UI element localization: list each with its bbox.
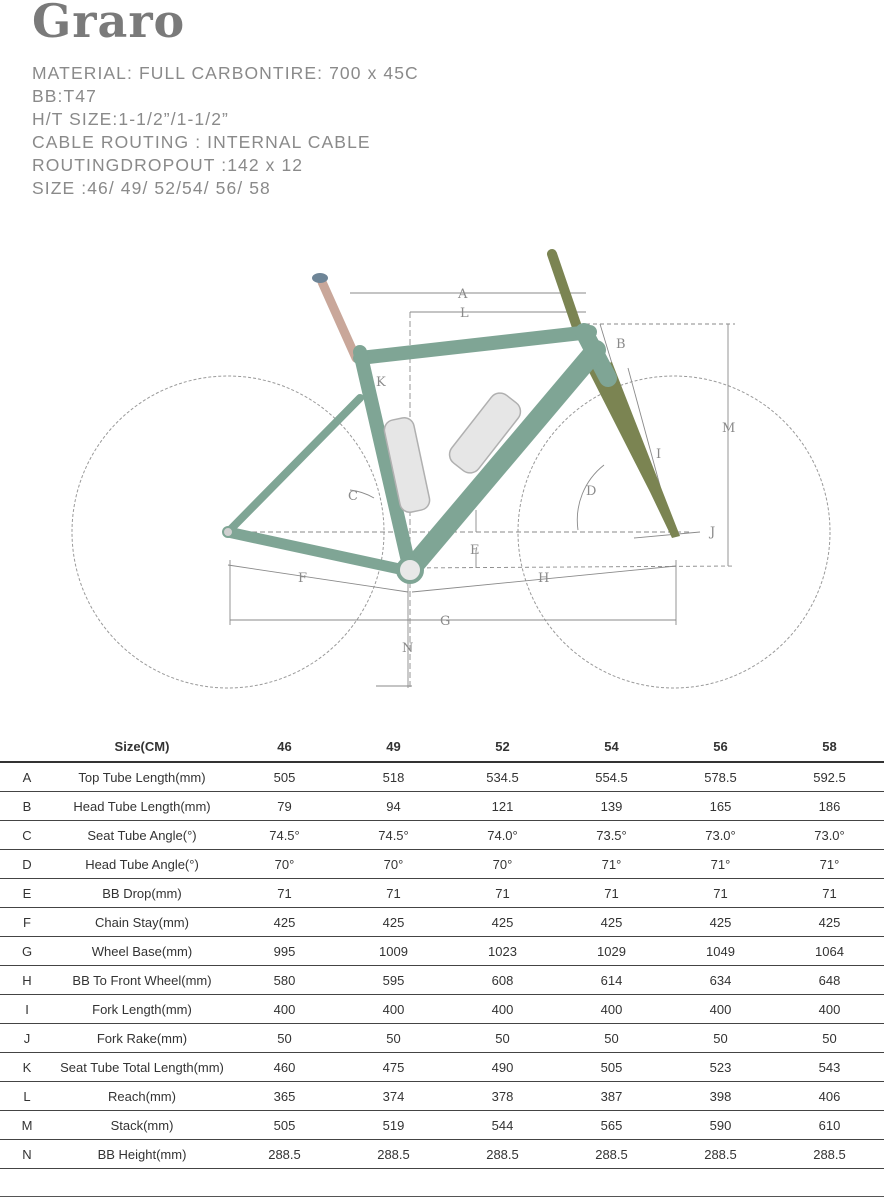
table-cell: 73.0° <box>666 821 775 850</box>
row-parameter: BB Height(mm) <box>54 1140 230 1169</box>
row-code: K <box>0 1053 54 1082</box>
table-row <box>0 1082 884 1111</box>
table-cell: 70° <box>448 850 557 879</box>
table-cell: 595 <box>339 966 448 995</box>
table-cell: 71° <box>557 850 666 879</box>
table-cell: 554.5 <box>557 762 666 792</box>
row-code: B <box>0 792 54 821</box>
table-row <box>0 821 884 850</box>
table-cell: 71 <box>339 879 448 908</box>
table-cell: 374 <box>339 1082 448 1111</box>
row-parameter: Seat Tube Angle(°) <box>54 821 230 850</box>
table-cell: 400 <box>666 995 775 1024</box>
row-code: D <box>0 850 54 879</box>
label-c: C <box>348 489 358 504</box>
header-size: 58 <box>775 732 884 762</box>
table-cell: 71 <box>775 879 884 908</box>
row-parameter: BB Drop(mm) <box>54 879 230 908</box>
table-cell: 288.5 <box>666 1140 775 1169</box>
table-row <box>0 966 884 995</box>
table-cell: 425 <box>448 908 557 937</box>
row-parameter: BB To Front Wheel(mm) <box>54 966 230 995</box>
table-cell: 425 <box>557 908 666 937</box>
table-cell: 544 <box>448 1111 557 1140</box>
table-cell: 1029 <box>557 937 666 966</box>
row-parameter: Head Tube Angle(°) <box>54 850 230 879</box>
rear-dropout <box>223 527 233 537</box>
label-h: H <box>538 571 550 586</box>
table-cell: 288.5 <box>230 1140 339 1169</box>
spec-dropout: ROUTINGDROPOUT :142 x 12 <box>32 155 304 175</box>
table-cell: 71 <box>448 879 557 908</box>
table-cell: 70° <box>230 850 339 879</box>
table-cell: 165 <box>666 792 775 821</box>
table-cell: 365 <box>230 1082 339 1111</box>
table-cell: 475 <box>339 1053 448 1082</box>
table-cell: 406 <box>775 1082 884 1111</box>
table-row <box>0 762 884 792</box>
label-m: M <box>722 421 736 436</box>
table-cell: 648 <box>775 966 884 995</box>
row-code: J <box>0 1024 54 1053</box>
header-size: 54 <box>557 732 666 762</box>
table-cell: 523 <box>666 1053 775 1082</box>
table-cell: 425 <box>666 908 775 937</box>
table-cell: 94 <box>339 792 448 821</box>
table-cell: 1049 <box>666 937 775 966</box>
table-cell: 490 <box>448 1053 557 1082</box>
label-f: F <box>298 571 308 586</box>
table-cell: 50 <box>230 1024 339 1053</box>
table-cell: 71 <box>666 879 775 908</box>
table-row <box>0 995 884 1024</box>
table-row <box>0 1053 884 1082</box>
label-d: D <box>586 484 597 499</box>
spec-sizes: SIZE :46/ 49/ 52/54/ 56/ 58 <box>32 178 271 198</box>
row-parameter: Top Tube Length(mm) <box>54 762 230 792</box>
spec-headtube-size: H/T SIZE:1-1/2”/1-1/2” <box>32 109 229 129</box>
table-cell: 50 <box>448 1024 557 1053</box>
table-row <box>0 879 884 908</box>
table-cell: 79 <box>230 792 339 821</box>
table-cell: 425 <box>230 908 339 937</box>
table-cell: 425 <box>775 908 884 937</box>
row-code: F <box>0 908 54 937</box>
bottom-divider <box>0 1196 884 1197</box>
saddle-clamp <box>312 273 328 283</box>
table-cell: 288.5 <box>775 1140 884 1169</box>
table-cell: 1009 <box>339 937 448 966</box>
header-code <box>0 732 54 762</box>
table-cell: 121 <box>448 792 557 821</box>
table-cell: 608 <box>448 966 557 995</box>
table-cell: 186 <box>775 792 884 821</box>
label-l: L <box>460 306 469 321</box>
table-cell: 288.5 <box>448 1140 557 1169</box>
table-cell: 400 <box>557 995 666 1024</box>
row-code: M <box>0 1111 54 1140</box>
table-cell: 73.5° <box>557 821 666 850</box>
table-cell: 50 <box>339 1024 448 1053</box>
table-cell: 73.0° <box>775 821 884 850</box>
label-n: N <box>402 641 414 656</box>
row-parameter: Reach(mm) <box>54 1082 230 1111</box>
table-cell: 505 <box>557 1053 666 1082</box>
label-g: G <box>440 614 451 629</box>
table-cell: 378 <box>448 1082 557 1111</box>
label-b: B <box>616 337 626 352</box>
header-size: 52 <box>448 732 557 762</box>
table-cell: 534.5 <box>448 762 557 792</box>
table-cell: 50 <box>557 1024 666 1053</box>
seatpost <box>312 273 356 358</box>
geometry-table <box>0 732 884 1169</box>
row-parameter: Chain Stay(mm) <box>54 908 230 937</box>
label-a: A <box>458 287 468 302</box>
row-code: L <box>0 1082 54 1111</box>
row-code: C <box>0 821 54 850</box>
table-cell: 400 <box>448 995 557 1024</box>
table-cell: 74.5° <box>230 821 339 850</box>
table-cell: 50 <box>666 1024 775 1053</box>
table-row <box>0 850 884 879</box>
bottom-bracket <box>398 558 422 582</box>
table-cell: 518 <box>339 762 448 792</box>
label-e: E <box>470 543 480 558</box>
page-title: Graro <box>32 0 186 48</box>
row-code: H <box>0 966 54 995</box>
row-code: A <box>0 762 54 792</box>
table-cell: 288.5 <box>557 1140 666 1169</box>
spec-material-tire: MATERIAL: FULL CARBONTIRE: 700 x 45C <box>32 63 419 83</box>
spec-bb: BB:T47 <box>32 86 97 106</box>
table-cell: 71° <box>666 850 775 879</box>
header-size: 46 <box>230 732 339 762</box>
header-size: 56 <box>666 732 775 762</box>
label-j: J <box>710 525 716 540</box>
table-cell: 634 <box>666 966 775 995</box>
row-parameter: Wheel Base(mm) <box>54 937 230 966</box>
table-header-row <box>0 732 884 762</box>
header-size: 49 <box>339 732 448 762</box>
table-cell: 71 <box>230 879 339 908</box>
table-cell: 590 <box>666 1111 775 1140</box>
table-cell: 543 <box>775 1053 884 1082</box>
table-row <box>0 1111 884 1140</box>
table-row <box>0 937 884 966</box>
table-cell: 400 <box>230 995 339 1024</box>
table-cell: 995 <box>230 937 339 966</box>
table-row <box>0 908 884 937</box>
table-cell: 50 <box>775 1024 884 1053</box>
table-cell: 398 <box>666 1082 775 1111</box>
row-parameter: Head Tube Length(mm) <box>54 792 230 821</box>
table-cell: 74.0° <box>448 821 557 850</box>
table-cell: 565 <box>557 1111 666 1140</box>
table-cell: 74.5° <box>339 821 448 850</box>
table-cell: 400 <box>339 995 448 1024</box>
table-row <box>0 1024 884 1053</box>
table-cell: 1023 <box>448 937 557 966</box>
row-code: E <box>0 879 54 908</box>
table-cell: 71° <box>775 850 884 879</box>
frame-geometry-diagram <box>0 240 886 700</box>
row-parameter: Fork Rake(mm) <box>54 1024 230 1053</box>
row-parameter: Seat Tube Total Length(mm) <box>54 1053 230 1082</box>
spec-list <box>32 62 419 200</box>
table-cell: 71 <box>557 879 666 908</box>
label-i: I <box>656 447 662 462</box>
table-cell: 387 <box>557 1082 666 1111</box>
spec-cable-routing: CABLE ROUTING : INTERNAL CABLE <box>32 132 371 152</box>
table-cell: 505 <box>230 1111 339 1140</box>
table-cell: 610 <box>775 1111 884 1140</box>
row-parameter: Fork Length(mm) <box>54 995 230 1024</box>
row-code: I <box>0 995 54 1024</box>
table-cell: 578.5 <box>666 762 775 792</box>
table-cell: 592.5 <box>775 762 884 792</box>
table-cell: 505 <box>230 762 339 792</box>
table-row <box>0 1140 884 1169</box>
table-cell: 1064 <box>775 937 884 966</box>
table-row <box>0 792 884 821</box>
fork <box>552 254 680 538</box>
header-size-label: Size(CM) <box>54 732 230 762</box>
row-code: N <box>0 1140 54 1169</box>
table-cell: 139 <box>557 792 666 821</box>
label-k: K <box>376 375 386 390</box>
table-cell: 425 <box>339 908 448 937</box>
row-parameter: Stack(mm) <box>54 1111 230 1140</box>
row-code: G <box>0 937 54 966</box>
table-cell: 70° <box>339 850 448 879</box>
table-cell: 519 <box>339 1111 448 1140</box>
table-cell: 614 <box>557 966 666 995</box>
table-cell: 580 <box>230 966 339 995</box>
table-cell: 460 <box>230 1053 339 1082</box>
table-cell: 400 <box>775 995 884 1024</box>
table-cell: 288.5 <box>339 1140 448 1169</box>
